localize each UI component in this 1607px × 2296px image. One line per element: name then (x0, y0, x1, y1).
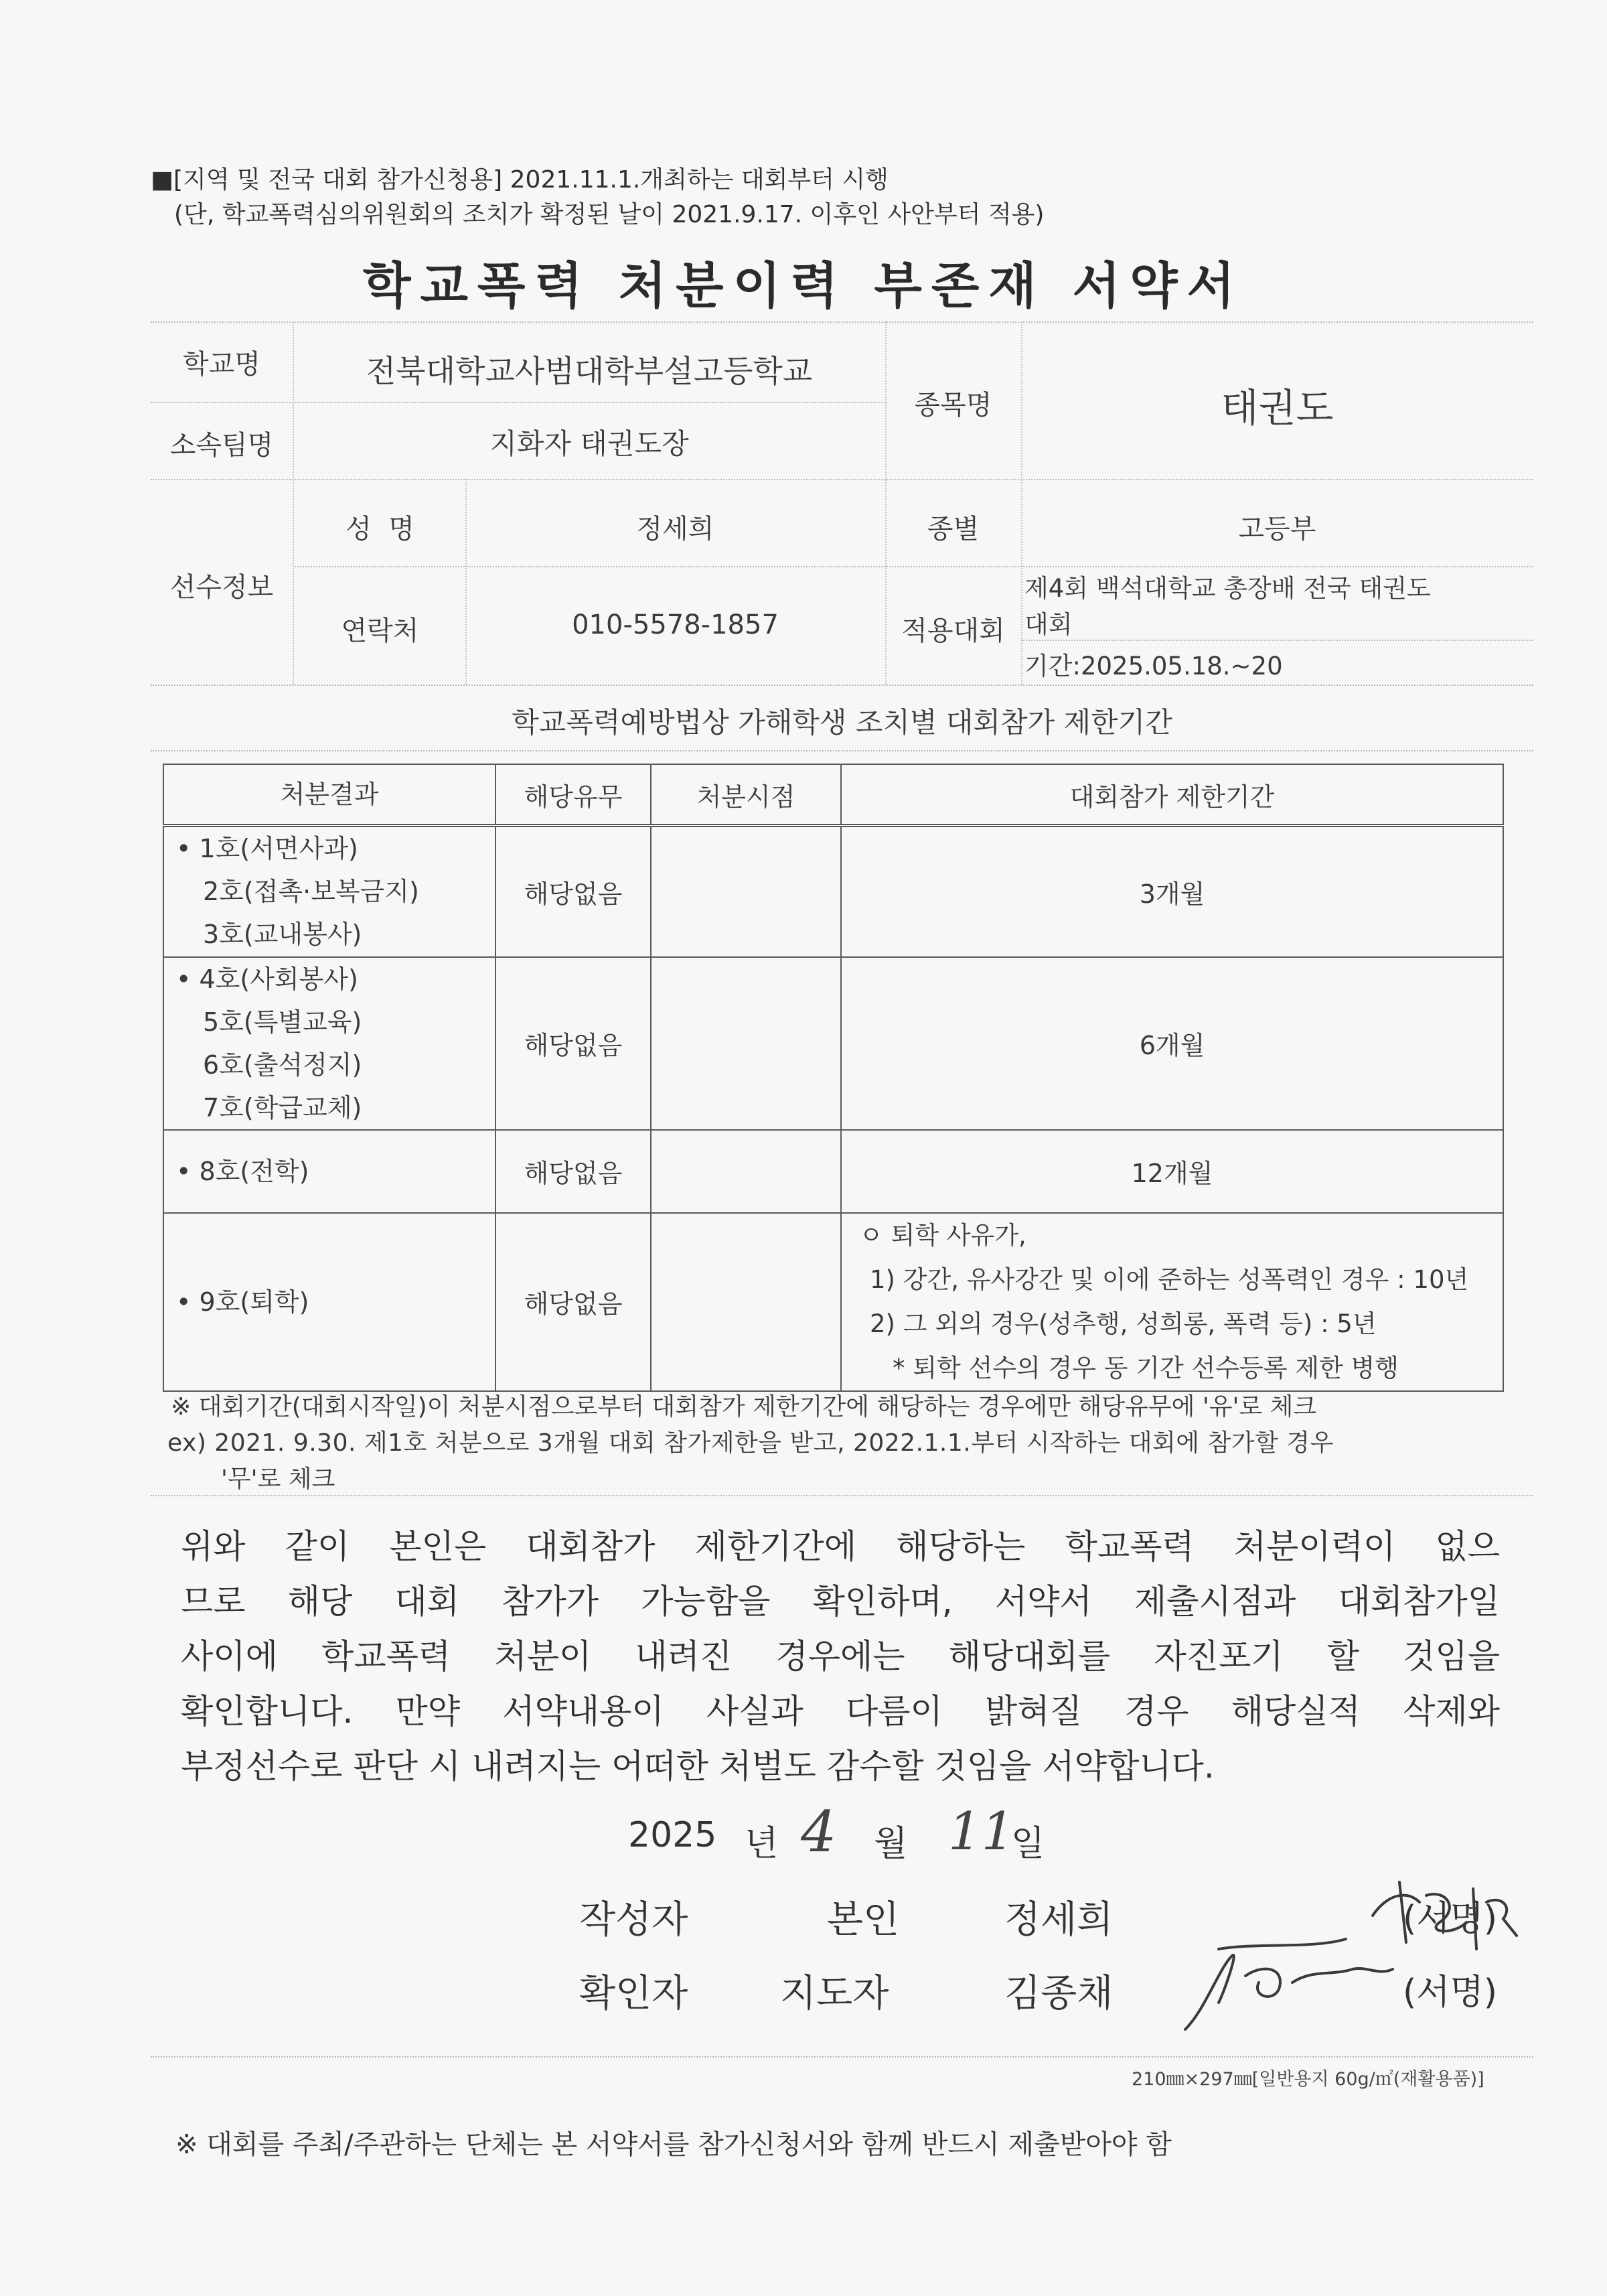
row-item: 3호(교내봉사) (203, 920, 362, 950)
date-month: 4 (801, 1799, 837, 1865)
date-day: 11 (948, 1802, 1015, 1862)
row-period: 3개월 (841, 826, 1503, 957)
row-item: 7호(학급교체) (203, 1092, 362, 1123)
footnote: ※ 대회기간(대회시작일)이 처분시점으로부터 대회참가 제한기간에 해당하는 경우에만 해당유무에 '유'로 체크 (171, 1393, 1317, 1421)
header-result: 처분결과 (163, 764, 495, 826)
row-item: • 9호(퇴학) (176, 1287, 309, 1317)
table-row (163, 1213, 1503, 1391)
divider (151, 1495, 1533, 1496)
contact-value: 010-5578-1857 (572, 609, 779, 640)
checker-sign-label: (서명) (1403, 1972, 1498, 2013)
date-year: 2025 (628, 1815, 717, 1855)
row-status: 해당없음 (495, 1130, 651, 1213)
row-period: 12개월 (841, 1130, 1503, 1213)
bottom-note: ※ 대회를 주최/주관하는 단체는 본 서약서를 참가신청서와 함께 반드시 제출받아야 함 (175, 2129, 1172, 2160)
expulsion-line: 2) 그 외의 경우(성추행, 성희롱, 폭력 등) : 5년 (870, 1309, 1377, 1338)
event-label: 적용대회 (901, 616, 1005, 646)
writer-role: 작성자 (579, 1898, 688, 1942)
row-item: 5호(특별교육) (203, 1007, 362, 1037)
pledge-text (181, 1519, 1500, 1794)
division-value: 고등부 (1238, 514, 1316, 545)
writer-sign-label: (서명) (1403, 1899, 1498, 1939)
writer-name: 정세희 (1004, 1898, 1114, 1942)
footnote-example-cont: '무'로 체크 (221, 1465, 335, 1493)
row-status: 해당없음 (495, 1213, 651, 1391)
checker-relation: 지도자 (780, 1972, 889, 2015)
pledge-line: 위와 같이 본인은 대회참가 제한기간에 해당하는 학교폭력 처분이력이 없으 (181, 1527, 1500, 1566)
checker-role: 확인자 (579, 1972, 688, 2015)
row-time (651, 826, 841, 957)
name-label: 성 명 (346, 514, 414, 545)
paper-spec: 210㎜×297㎜[일반용지 60g/㎡(재활용품)] (1132, 2069, 1484, 2090)
sport-value: 태권도 (1221, 385, 1334, 431)
table-row (163, 826, 1503, 957)
row-item: • 4호(사회봉사) (176, 964, 358, 994)
pledge-line: 확인합니다. 만약 서약내용이 사실과 다름이 밝혀질 경우 해당실적 삭제와 (181, 1692, 1500, 1731)
row-status: 해당없음 (495, 826, 651, 957)
expulsion-line: ㅇ 퇴학 사유가, (859, 1220, 1026, 1250)
row-time (651, 1130, 841, 1213)
header-note-2: (단, 학교폭력심의위원회의 조치가 확정된 날이 2021.9.17. 이후인 사안부터 적용) (174, 201, 1045, 228)
event-line-1: 제4회 백석대학교 총장배 전국 태권도 (1024, 574, 1431, 603)
pledge-line: 사이에 학교폭력 처분이 내려진 경우에는 해당대회를 자진포기 할 것임을 (181, 1637, 1500, 1676)
header-note-1: ■[지역 및 전국 대회 참가신청용] 2021.11.1.개최하는 대회부터 시행 (151, 166, 889, 194)
team-value: 지화자 태권도장 (489, 427, 689, 460)
sport-label: 종목명 (914, 390, 992, 421)
row-time (651, 957, 841, 1130)
row-status: 해당없음 (495, 957, 651, 1130)
row-item: • 8호(전학) (176, 1156, 309, 1186)
checker-signature (1178, 1929, 1420, 2043)
team-label: 소속팀명 (169, 430, 274, 461)
restriction-table (163, 764, 1504, 1392)
divider (151, 2056, 1533, 2058)
name-value: 정세희 (636, 514, 714, 545)
contact-label: 연락처 (341, 616, 419, 646)
expulsion-line: * 퇴학 선수의 경우 동 기간 선수등록 제한 병행 (893, 1353, 1399, 1382)
row-item: 6호(출석정지) (203, 1050, 362, 1080)
division-label: 종별 (927, 514, 980, 545)
expulsion-line: 1) 강간, 유사강간 및 이에 준하는 성폭력인 경우 : 10년 (870, 1265, 1469, 1294)
event-line-2: 대회 (1024, 610, 1073, 639)
row-item: 2호(접촉·보복금지) (203, 877, 419, 907)
date-day-unit: 일 (1011, 1824, 1045, 1864)
header-status: 해당유무 (495, 764, 651, 826)
checker-name: 김종채 (1004, 1972, 1114, 2015)
school-label: 학교명 (183, 349, 260, 380)
writer-relation: 본인 (827, 1898, 900, 1942)
pledge-line: 부정선수로 판단 시 내려지는 어떠한 처벌도 감수할 것임을 서약합니다. (181, 1747, 1215, 1786)
school-value: 전북대학교사범대학부설고등학교 (366, 353, 813, 389)
pledge-line: 므로 해당 대회 참가가 가능함을 확인하며, 서약서 제출시점과 대회참가일 (181, 1582, 1500, 1621)
row-time (651, 1213, 841, 1391)
row-item: • 1호(서면사과) (176, 834, 358, 864)
date-month-unit: 월 (874, 1824, 908, 1864)
header-period: 대회참가 제한기간 (841, 764, 1503, 826)
header-time: 처분시점 (651, 764, 841, 826)
date-year-unit: 년 (745, 1824, 779, 1864)
document-title: 학교폭력 처분이력 부존재 서약서 (362, 257, 1245, 315)
table-row (163, 957, 1503, 1130)
athlete-label: 선수정보 (169, 572, 274, 603)
footnote-example: ex) 2021. 9.30. 제1호 처분으로 3개월 대회 참가제한을 받고, 2022.1.1.부터 시작하는 대회에 참가할 경우 (167, 1429, 1334, 1457)
row-period: 6개월 (841, 957, 1503, 1130)
event-line-3: 기간:2025.05.18.~20 (1024, 652, 1283, 680)
table-row (163, 1130, 1503, 1213)
section-title: 학교폭력예방법상 가해학생 조치별 대회참가 제한기간 (512, 706, 1172, 739)
